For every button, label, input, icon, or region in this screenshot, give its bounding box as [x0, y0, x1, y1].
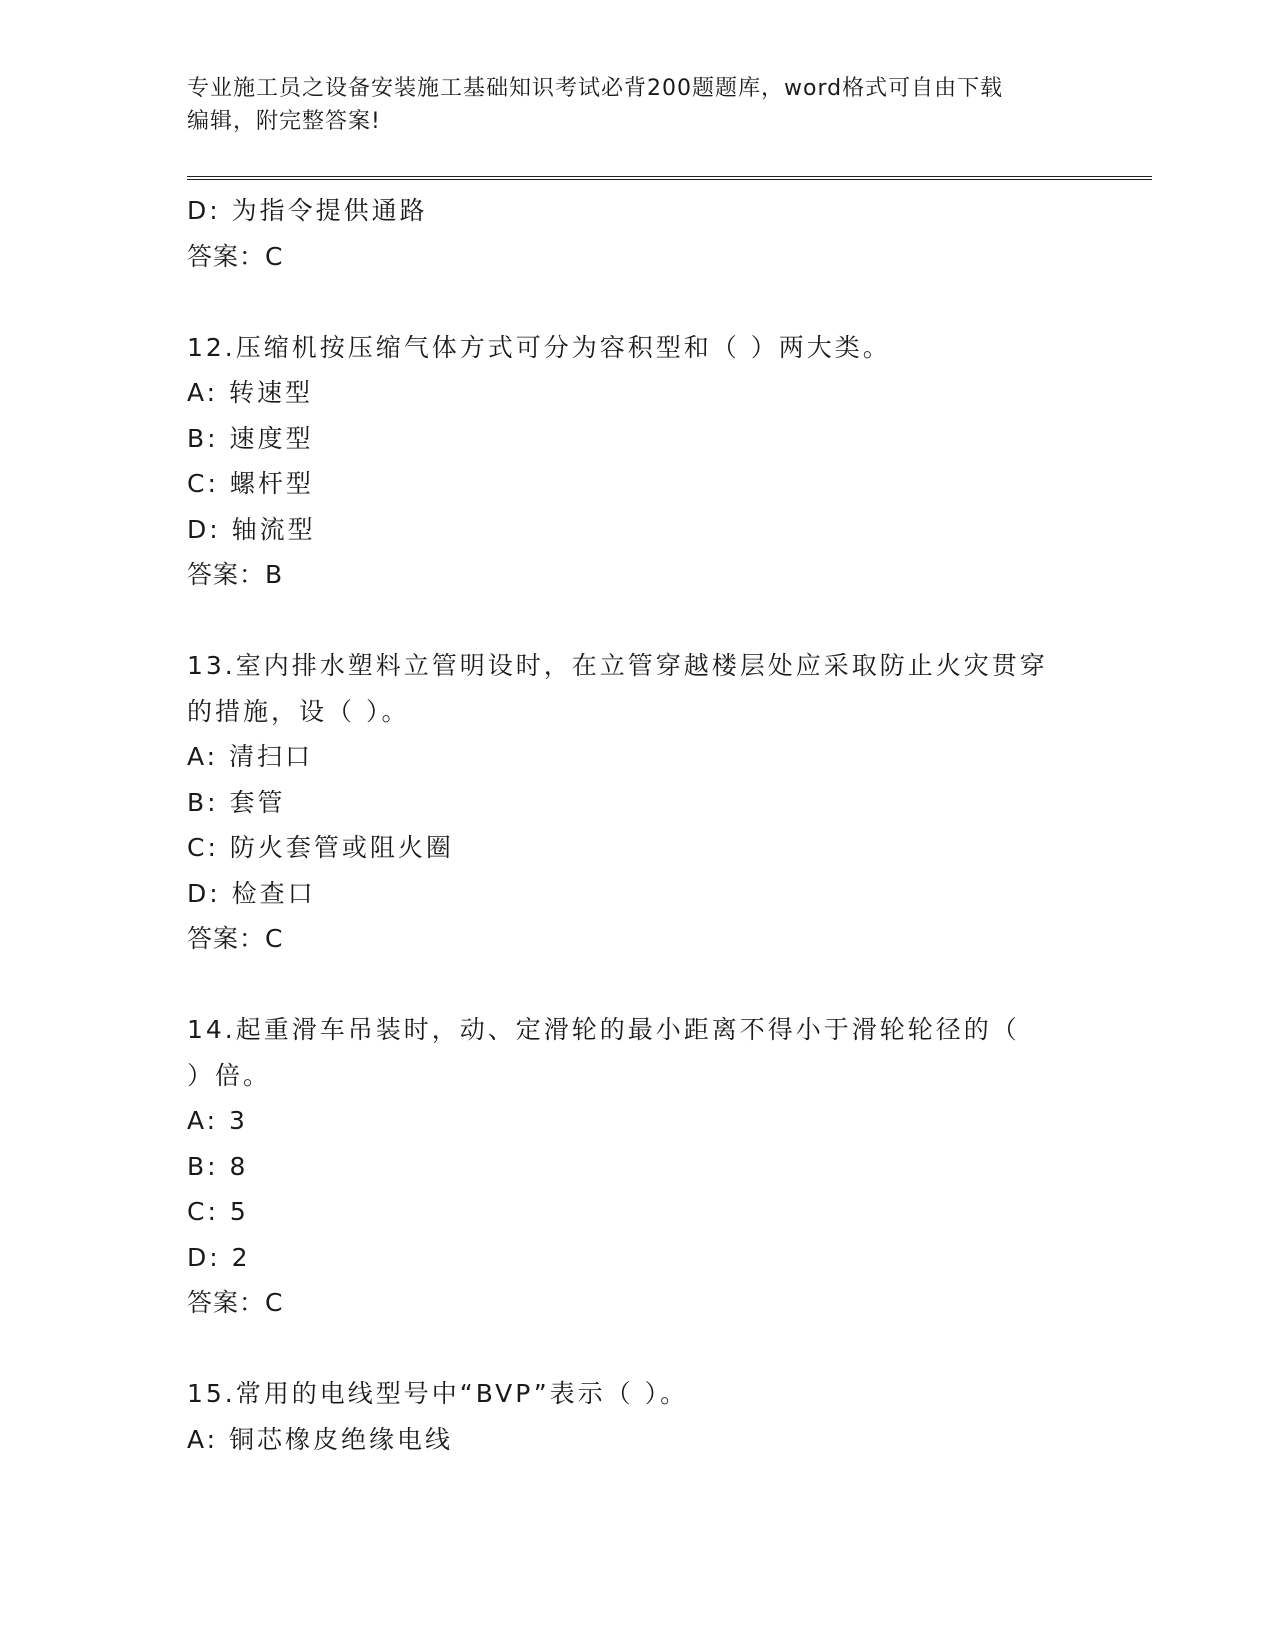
- question-text: 的措施，设（ ）。: [187, 696, 410, 726]
- answer-line: 答案：C: [187, 241, 284, 271]
- option-line: B: 速度型: [187, 423, 314, 453]
- answer-line: 答案：C: [187, 924, 284, 953]
- option-line: D: 2: [187, 1242, 251, 1272]
- question-list: [187, 188, 1087, 1462]
- option-line: A: 转速型: [187, 378, 314, 407]
- document-header: [187, 72, 1067, 138]
- paragraph-gap: [187, 962, 1087, 1008]
- paragraph-gap: [187, 598, 1087, 644]
- option-line: A: 铜芯橡皮绝缘电线: [187, 1424, 454, 1454]
- question-text: 13.室内排水塑料立管明设时，在立管穿越楼层处应采取防止火灾贯穿: [187, 651, 1048, 680]
- answer-line: 答案：C: [187, 1288, 284, 1317]
- header-divider: [187, 176, 1152, 180]
- option-line: C: 防火套管或阻火圈: [187, 833, 454, 862]
- option-line: D: 检查口: [187, 878, 316, 908]
- option-line: C: 5: [187, 1197, 249, 1226]
- option-line: C: 螺杆型: [187, 469, 314, 498]
- question-text: ）倍。: [187, 1060, 272, 1090]
- option-line: B: 套管: [187, 787, 286, 817]
- paragraph-gap: [187, 1326, 1087, 1372]
- option-line: B: 8: [187, 1151, 249, 1181]
- option-line: D: 为指令提供通路: [187, 196, 428, 225]
- question-text: 14.起重滑车吊装时，动、定滑轮的最小距离不得小于滑轮轮径的（: [187, 1015, 1020, 1044]
- header-title-line-2: 编辑，附完整答案!: [187, 109, 381, 134]
- answer-line: 答案：B: [187, 560, 284, 589]
- option-line: A: 清扫口: [187, 742, 314, 771]
- question-text: 12.压缩机按压缩气体方式可分为容积型和（ ）两大类。: [187, 332, 891, 362]
- paragraph-gap: [187, 279, 1087, 325]
- option-line: D: 轴流型: [187, 514, 316, 544]
- header-title-line-1: 专业施工员之设备安装施工基础知识考试必背200题题库，word格式可自由下载: [187, 76, 1004, 101]
- option-line: A: 3: [187, 1106, 248, 1135]
- question-text: 15.常用的电线型号中“BVP”表示（ ）。: [187, 1379, 689, 1408]
